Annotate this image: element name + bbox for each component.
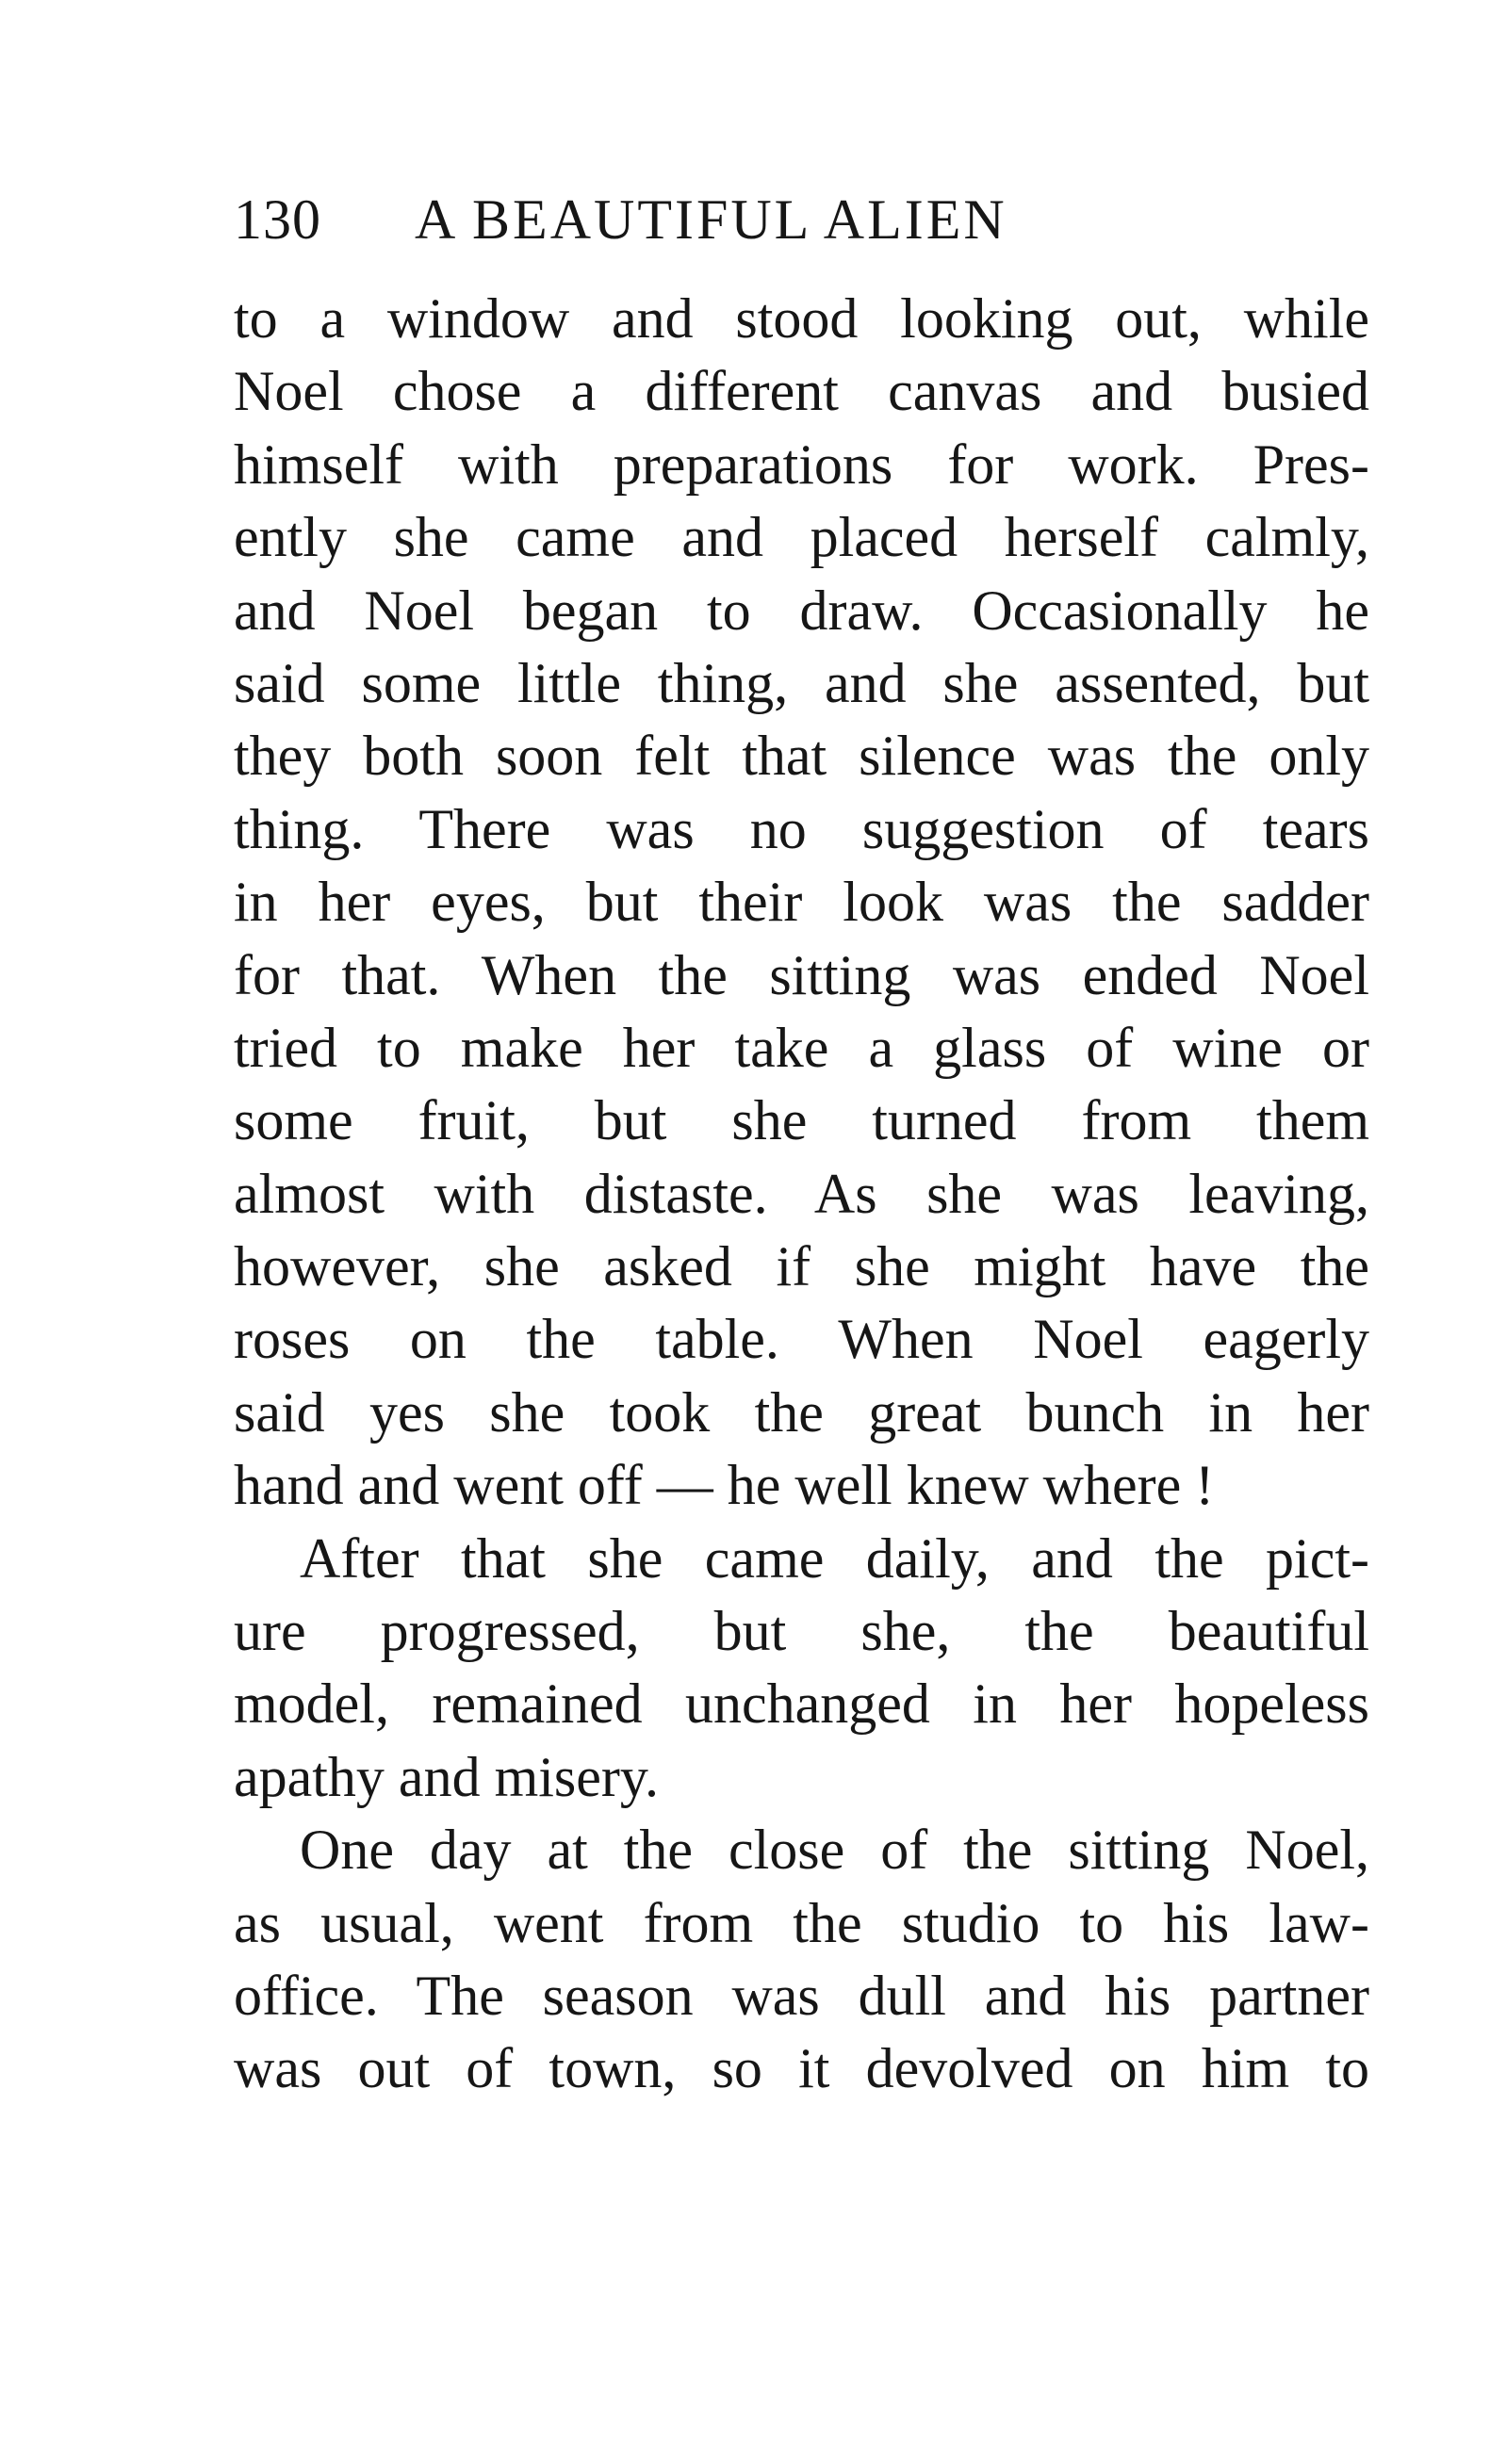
text-line: to a window and stood looking out, while (234, 287, 1369, 350)
text-line: ure progressed, but she, the beautiful (234, 1600, 1369, 1663)
text-line: some fruit, but she turned from them (234, 1089, 1369, 1152)
text-line: said some little thing, and she assented, but (234, 651, 1369, 714)
paragraph-1 (234, 283, 1369, 1523)
text-line: Noel chose a different canvas and busied (234, 360, 1369, 423)
paragraph-2 (234, 1523, 1369, 1815)
text-line: One day at the close of the sitting Noel, (300, 1819, 1369, 1882)
page-number: 130 (234, 188, 321, 251)
running-head (234, 177, 1176, 262)
text-line: model, remained unchanged in her hopeless (234, 1673, 1369, 1736)
text-line: for that. When the sitting was ended Noel (234, 943, 1369, 1006)
text-line: office. The season was dull and his partner (234, 1964, 1369, 2027)
text-line: however, she asked if she might have the (234, 1235, 1369, 1298)
paragraph-3 (234, 1814, 1369, 2106)
text-line: After that she came daily, and the pict- (300, 1526, 1369, 1590)
text-line: thing. There was no suggestion of tears (234, 797, 1369, 860)
text-line: himself with preparations for work. Pres- (234, 432, 1369, 496)
text-line: almost with distaste. As she was leaving, (234, 1162, 1369, 1225)
body-text (234, 283, 1369, 2106)
text-line: roses on the table. When Noel eagerly (234, 1308, 1369, 1371)
text-line: was out of town, so it devolved on him to (234, 2037, 1369, 2100)
book-title: A BEAUTIFUL ALIEN (415, 188, 1007, 251)
text-line: they both soon felt that silence was the only (234, 725, 1369, 788)
text-line: in her eyes, but their look was the sadder (234, 871, 1369, 934)
text-line: tried to make her take a glass of wine or (234, 1016, 1369, 1079)
text-line: as usual, went from the studio to his law- (234, 1891, 1369, 1954)
text-line: said yes she took the great bunch in her (234, 1380, 1369, 1444)
text-line: apathy and misery. (234, 1745, 659, 1808)
text-line: hand and went off — he well knew where ! (234, 1454, 1215, 1517)
text-line: and Noel began to draw. Occasionally he (234, 579, 1369, 642)
text-line: ently she came and placed herself calmly, (234, 506, 1369, 569)
